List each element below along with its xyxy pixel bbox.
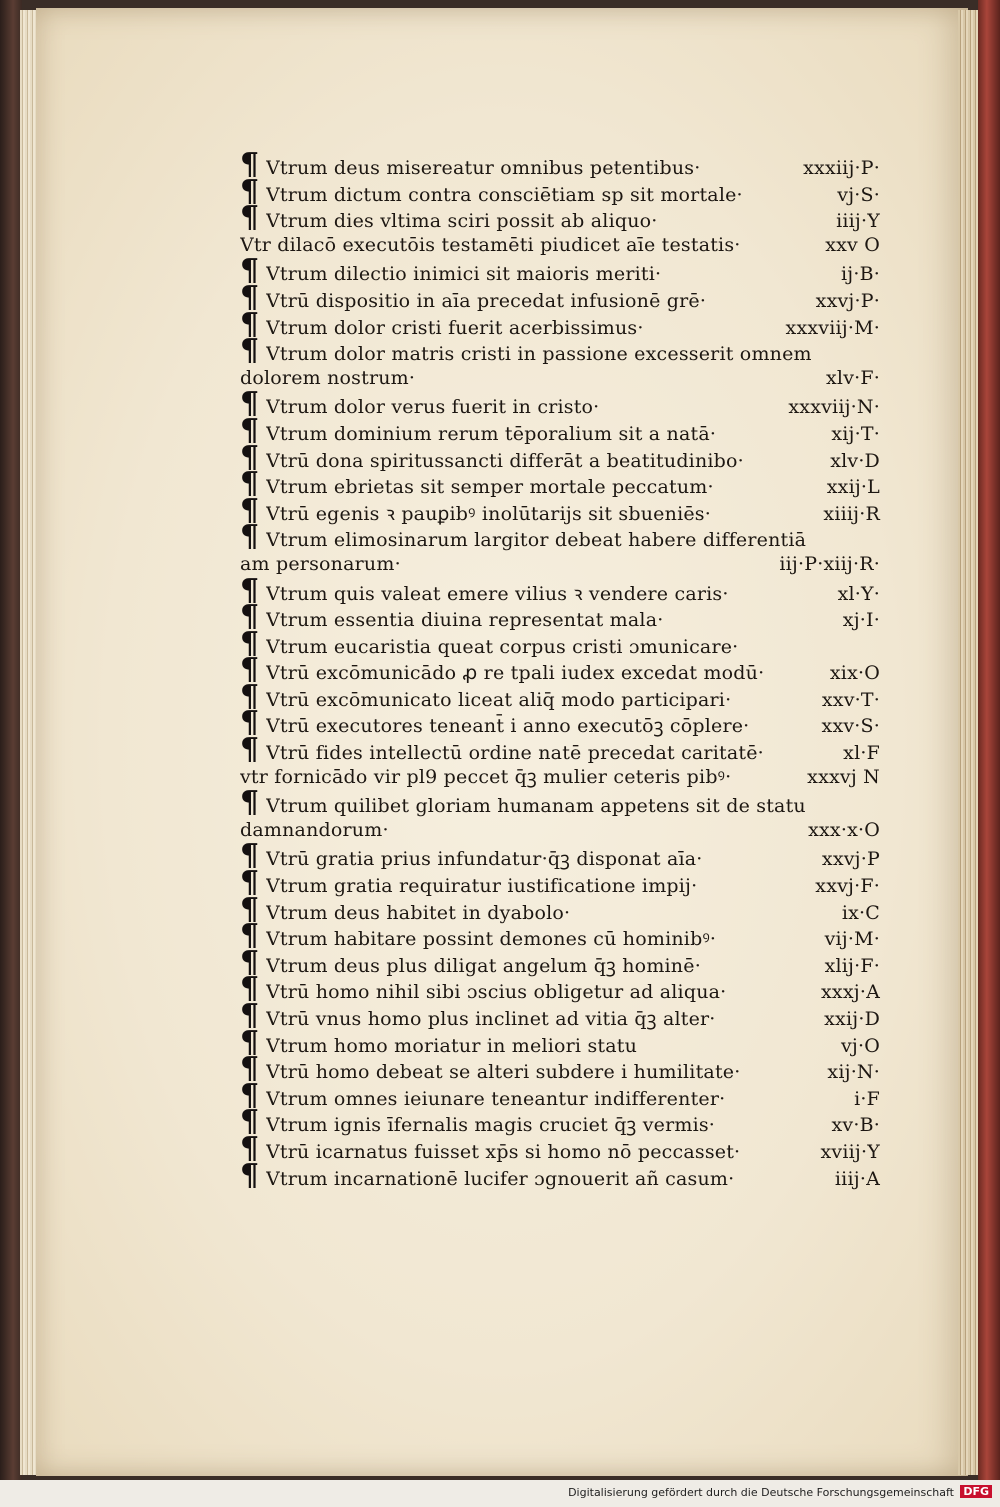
index-entry-text: Vtrum deus plus diligat angelum q̄ꝫ hominē· xyxy=(266,954,701,977)
index-entry-text: Vtrum quis valeat emere vilius ꝛ vendere caris· xyxy=(266,582,729,605)
index-line xyxy=(240,732,880,768)
pilcrow-mark: ¶ xyxy=(240,1051,260,1087)
pilcrow-mark: ¶ xyxy=(240,998,260,1033)
index-entry-text: Vtrū excōmunicato liceat aliq̄ modo participari· xyxy=(266,688,732,711)
pilcrow-mark: ¶ xyxy=(240,971,260,1007)
index-entry-reference: xxvj·P xyxy=(821,848,880,871)
index-entry-reference: xv·B· xyxy=(831,1114,880,1137)
index-line xyxy=(240,705,880,741)
index-entry-reference: xij·T· xyxy=(831,422,880,445)
index-entry-reference: xxxiij·P· xyxy=(803,157,880,179)
index-entry-reference: xlij·F· xyxy=(824,954,880,977)
index-entry-text: Vtrum homo moriatur in meliori statu xyxy=(266,1034,638,1057)
index-entry-text: Vtrum deus habitet in dyabolo· xyxy=(266,901,571,924)
index-entry-reference: xlv·F· xyxy=(826,366,880,389)
index-entry-text: Vtrū homo nihil sibi ɔscius obligetur ad aliqua· xyxy=(266,981,727,1004)
index-entry-text: Vtrum habitare possint demones cū hominibꝰ· xyxy=(266,928,717,951)
index-entry-text: Vtrum dolor matris cristi in passione excesserit omnem xyxy=(266,343,812,366)
index-entry-reference: xj·I· xyxy=(842,609,880,632)
pilcrow-mark: ¶ xyxy=(240,412,260,448)
index-line xyxy=(240,865,880,901)
index-line xyxy=(240,279,880,315)
pilcrow-mark: ¶ xyxy=(240,492,260,528)
index-entry-reference: xxij·D xyxy=(824,1008,880,1030)
index-entry-reference: vj·S· xyxy=(837,183,880,206)
index-entry-reference: iiij·A xyxy=(834,1167,880,1190)
index-entry-text: Vtrum essentia diuina representat mala· xyxy=(266,609,664,632)
index-line xyxy=(240,147,880,182)
index-entry-text: Vtrum omnes ieiunare teneantur indifferenter· xyxy=(266,1087,726,1110)
index-entry-reference: xxx·x·O xyxy=(808,818,880,841)
pilcrow-mark: ¶ xyxy=(240,865,260,901)
index-entry-text: Vtr dilacō executōis testamēti piudicet aīe testatis· xyxy=(240,233,741,256)
index-entry-text: Vtrū dona spiritussancti differāt a beatitudinibo· xyxy=(266,449,744,472)
pilcrow-mark: ¶ xyxy=(240,1104,260,1140)
pilcrow-mark: ¶ xyxy=(240,705,260,741)
index-line xyxy=(240,625,880,661)
index-entry-text: Vtrū vnus homo plus inclinet ad vitia q̄ꝫ alter· xyxy=(266,1008,716,1030)
pilcrow-mark: ¶ xyxy=(240,599,260,635)
index-line xyxy=(240,572,880,608)
index-line xyxy=(240,998,880,1033)
index-entry-text: Vtrū excōmunicādo ꝓ re tpali iudex excedat modū· xyxy=(266,662,765,685)
index-line xyxy=(240,817,880,844)
index-entry-text: Vtrum eucaristia queat corpus cristi ɔmunicare· xyxy=(266,635,739,658)
index-line xyxy=(240,365,880,392)
pilcrow-mark: ¶ xyxy=(240,279,260,315)
pilcrow-mark: ¶ xyxy=(240,891,260,927)
index-entry-text: vtr fornicādo vir pl9 peccet q̄ꝫ mulier ceteris pibꝰ· xyxy=(240,765,732,788)
pilcrow-mark: ¶ xyxy=(240,147,260,182)
index-line xyxy=(240,253,880,289)
index-line xyxy=(240,678,880,714)
index-entry-text: Vtrum dictum contra consciētiam sp sit mortale· xyxy=(266,183,743,206)
index-line xyxy=(240,1024,880,1060)
funding-notice: Digitalisierung gefördert durch die Deutsche Forschungsgemeinschaft xyxy=(568,1486,954,1499)
index-entry-text: Vtrum dolor cristi fuerit acerbissimus· xyxy=(266,316,644,339)
index-entry-reference: vj·O xyxy=(840,1034,880,1057)
index-entry-text: am personarum· xyxy=(240,552,401,575)
index-line xyxy=(240,386,880,422)
index-entry-text: Vtrum gratia requiratur iustificatione impij· xyxy=(266,875,698,898)
index-entry-text: Vtrum dolor verus fuerit in cristo· xyxy=(266,396,600,419)
index-line xyxy=(240,232,880,259)
index-entry-text: Vtrum dies vltima sciri possit ab aliquo· xyxy=(266,210,658,233)
index-entry-reference: xiiij·R xyxy=(823,502,880,525)
pilcrow-mark: ¶ xyxy=(240,439,260,475)
index-line xyxy=(240,466,880,502)
index-entry-text: Vtrū gratia prius infundatur·q̄ꝫ disponat aīa· xyxy=(266,848,703,871)
index-entry-reference: xl·F xyxy=(843,742,880,765)
index-line xyxy=(240,333,880,369)
index-text-block xyxy=(240,147,880,1193)
pilcrow-mark: ¶ xyxy=(240,386,260,422)
index-entry-reference: xxvj·F· xyxy=(815,875,880,898)
index-entry-text: Vtrū fides intellectū ordine natē precedat caritatē· xyxy=(266,742,764,765)
index-line xyxy=(240,439,880,475)
index-entry-reference: i·F xyxy=(854,1087,880,1110)
index-entry-reference: ij·B· xyxy=(840,263,880,286)
index-entry-reference: xlv·D xyxy=(830,449,880,472)
index-entry-reference: xix·O xyxy=(829,662,880,685)
index-line xyxy=(240,764,880,791)
pilcrow-mark: ¶ xyxy=(240,572,260,608)
pilcrow-mark: ¶ xyxy=(240,200,260,236)
index-entry-text: Vtrum deus misereatur omnibus petentibus· xyxy=(266,157,701,179)
footer-bar xyxy=(0,1480,1000,1507)
pilcrow-mark: ¶ xyxy=(240,1024,260,1060)
index-entry-text: Vtrū executores teneant̄ i anno executōꝫ cōplere· xyxy=(266,715,750,738)
index-entry-text: Vtrū homo debeat se alteri subdere i humilitate· xyxy=(266,1061,741,1084)
index-entry-text: Vtrū egenis ꝛ pauꝑibꝰ inolūtarijs sit sbueniēs· xyxy=(266,502,711,525)
index-line xyxy=(240,891,880,927)
index-entry-text: Vtrum quilibet gloriam humanam appetens sit de statu xyxy=(266,795,806,818)
pilcrow-mark: ¶ xyxy=(240,519,260,555)
pilcrow-mark: ¶ xyxy=(240,838,260,874)
index-line xyxy=(240,306,880,342)
index-entry-text: Vtrum dilectio inimici sit maioris meriti· xyxy=(266,263,662,286)
index-entry-text: Vtrum ebrietas sit semper mortale peccatum· xyxy=(266,476,714,499)
index-entry-reference: xviij·Y xyxy=(820,1140,880,1163)
index-line xyxy=(240,519,880,555)
index-entry-text: dolorem nostrum· xyxy=(240,366,416,389)
index-entry-reference: xl·Y· xyxy=(837,582,880,605)
index-entry-text: Vtrum ignis īfernalis magis cruciet q̄ꝫ vermis· xyxy=(266,1114,716,1137)
right-book-cover xyxy=(978,0,1000,1480)
index-line xyxy=(240,173,880,209)
pilcrow-mark: ¶ xyxy=(240,1130,260,1166)
index-entry-reference: iij·P·xiij·R· xyxy=(779,552,880,575)
index-entry-text: Vtrū dispositio in aīa precedat infusionē grē· xyxy=(266,289,707,312)
pilcrow-mark: ¶ xyxy=(240,732,260,768)
index-entry-text: Vtrum elimosinarum largitor debeat habere differentiā xyxy=(266,529,807,552)
index-line xyxy=(240,785,880,821)
index-entry-reference: ix·C xyxy=(841,901,880,924)
index-line xyxy=(240,1157,880,1193)
index-entry-reference: xxv·T· xyxy=(821,688,880,711)
pilcrow-mark: ¶ xyxy=(240,1077,260,1113)
index-line xyxy=(240,838,880,874)
index-entry-text: damnandorum· xyxy=(240,818,389,841)
index-line xyxy=(240,944,880,980)
index-line xyxy=(240,1104,880,1140)
pilcrow-mark: ¶ xyxy=(240,944,260,980)
index-line xyxy=(240,1077,880,1113)
index-entry-reference: xxv O xyxy=(825,233,880,256)
index-line xyxy=(240,412,880,448)
index-entry-reference: xxij·L xyxy=(826,476,880,499)
index-entry-reference: xxxj·A xyxy=(821,981,880,1004)
index-line xyxy=(240,599,880,635)
pilcrow-mark: ¶ xyxy=(240,306,260,342)
pilcrow-mark: ¶ xyxy=(240,625,260,661)
pilcrow-mark: ¶ xyxy=(240,652,260,688)
index-entry-text: Vtrum incarnationē lucifer ɔgnouerit añ casum· xyxy=(266,1167,735,1190)
pilcrow-mark: ¶ xyxy=(240,253,260,289)
pilcrow-mark: ¶ xyxy=(240,333,260,369)
index-entry-text: Vtrū icarnatus fuisset xp̄s si homo nō peccasset· xyxy=(266,1140,741,1163)
pilcrow-mark: ¶ xyxy=(240,1157,260,1193)
index-entry-reference: xxxviij·N· xyxy=(788,396,880,419)
index-line xyxy=(240,1130,880,1166)
pilcrow-mark: ¶ xyxy=(240,173,260,209)
index-entry-reference: xxv·S· xyxy=(821,715,880,738)
pilcrow-mark: ¶ xyxy=(240,678,260,714)
index-line xyxy=(240,971,880,1007)
index-line xyxy=(240,918,880,954)
left-book-cover xyxy=(0,0,22,1480)
index-line xyxy=(240,652,880,688)
index-line xyxy=(240,492,880,528)
pilcrow-mark: ¶ xyxy=(240,918,260,954)
pilcrow-mark: ¶ xyxy=(240,466,260,502)
index-entry-reference: vij·M· xyxy=(824,928,880,951)
index-line xyxy=(240,1051,880,1087)
index-line xyxy=(240,551,880,578)
index-entry-reference: xxxviij·M· xyxy=(785,316,880,339)
index-entry-text: Vtrum dominium rerum tēporalium sit a natā· xyxy=(266,422,717,445)
index-entry-reference: iiij·Y xyxy=(836,210,880,233)
dfg-logo: DFG xyxy=(960,1485,992,1498)
index-line xyxy=(240,200,880,236)
pilcrow-mark: ¶ xyxy=(240,785,260,821)
index-entry-reference: xij·N· xyxy=(827,1061,880,1084)
index-entry-reference: xxxvj N xyxy=(807,765,880,788)
index-entry-reference: xxvj·P· xyxy=(815,289,880,312)
